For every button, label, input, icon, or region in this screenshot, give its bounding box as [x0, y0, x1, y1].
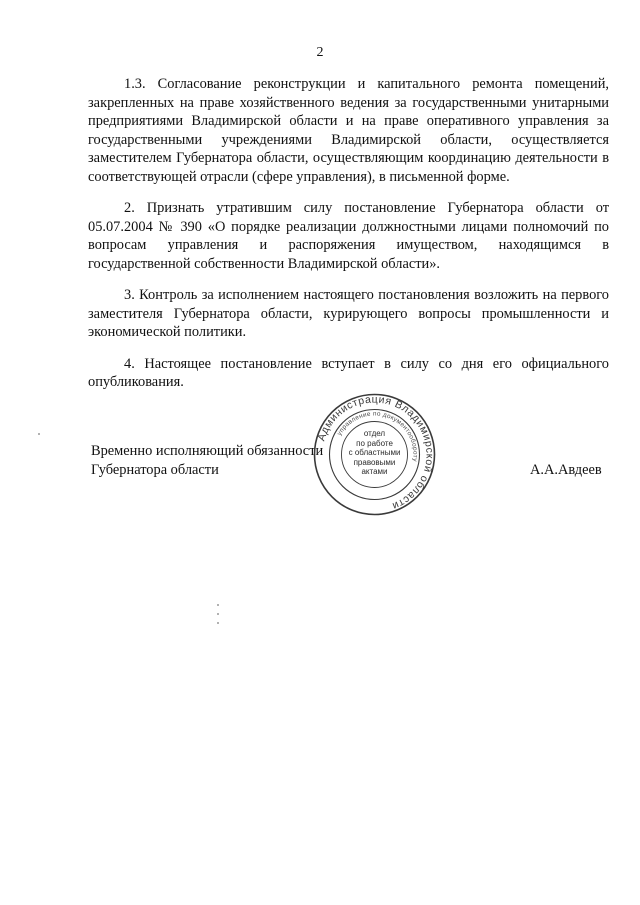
stamp-inner-text: управление по документообороту — [336, 410, 419, 463]
paragraph-2: 2. Признать утратившим силу постановление Губернатора области от 05.07.2004 № 390 «О порядке реализации должностными лицами полномочий по вопросам управления и распоряжения имуществом, находящимся в государственной собственности Владимирской области». — [88, 200, 609, 272]
page-number: 2 — [316, 45, 324, 60]
signature-position-line-1: Временно исполняющий обязанности — [91, 443, 324, 459]
scan-speck — [217, 622, 219, 624]
stamp-center-line: отдел — [363, 429, 386, 438]
stamp-center-line: правовыми — [353, 457, 396, 467]
stamp-center-line: актами — [361, 467, 388, 476]
stamp-center-text — [312, 429, 437, 477]
stamp-center-line: по работе — [356, 438, 393, 448]
signature-position-line-2: Губернатора области — [91, 461, 219, 478]
paragraph-3: 3. Контроль за исполнением настоящего постановления возложить на первого заместителя Губернатора области, курирующего вопросы промышленности и экономической политики. — [88, 287, 609, 340]
stamp-outer-text: Администрация Владимирской области — [315, 393, 436, 513]
scan-speck — [217, 613, 219, 615]
official-stamp — [312, 392, 437, 517]
scan-speck — [38, 433, 40, 435]
signature-position — [91, 442, 323, 479]
paragraph-1-3: 1.3. Согласование реконструкции и капитального ремонта помещений, закрепленных на праве хозяйственного ведения за государственными унитарными предприятиями Владимирской области и на праве оперативного управления за государственными учреждениями Владимирской области, осуществляется заместителем Губернатора области, осуществляющим координацию деятельности в соответствующей отрасли (сфере управления), в письменной форме. — [88, 76, 609, 185]
stamp-center-line: с областными — [348, 448, 401, 457]
document-body — [88, 75, 609, 405]
scan-speck — [217, 604, 219, 606]
signatory-name: А.А.Авдеев — [530, 462, 602, 478]
paragraph-4: 4. Настоящее постановление вступает в силу со дня его официального опубликования. — [88, 355, 609, 390]
